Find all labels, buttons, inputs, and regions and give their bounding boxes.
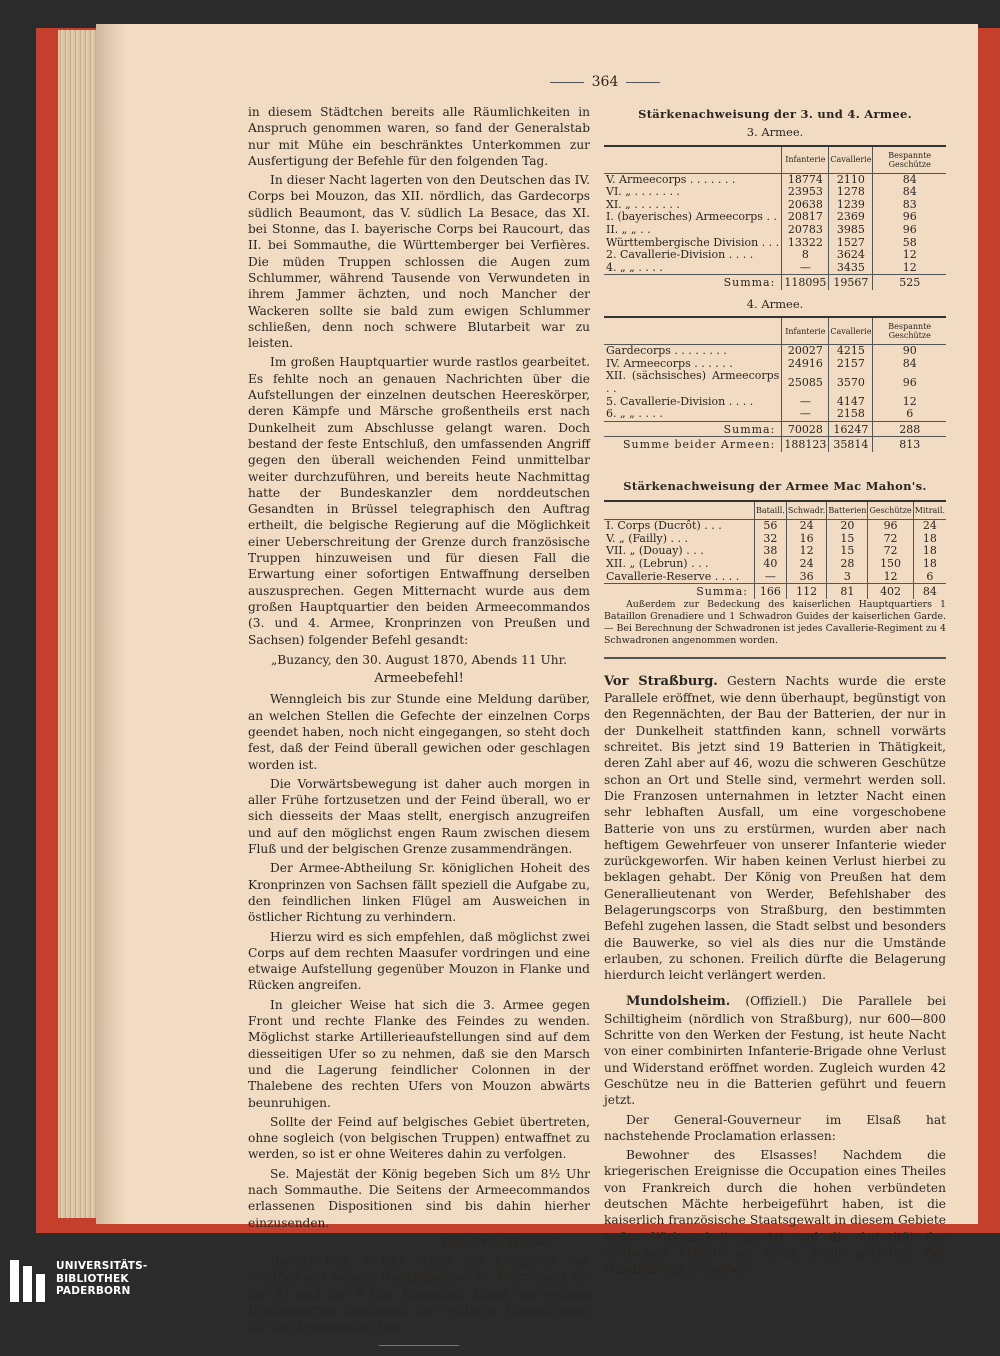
order-paragraph: Hierzu wird es sich empfehlen, daß möglichst zwei Corps auf dem rechten Maasufer vordringen und eine etwaige Aufstellung gegenüber Mouzon in Flanke und Rücken angreifen.	[248, 929, 590, 993]
mundolsheim-paragraph	[604, 993, 946, 1108]
table-row: I. (bayerisches) Armeecorps . . 20817 2369 96	[604, 211, 946, 224]
order-signature: (gez.) von Moltke.“	[442, 1234, 560, 1249]
order-paragraph: Wenngleich bis zur Stunde eine Meldung darüber, an welchen Stellen die Gefechte der einzelnen Corps geendet haben, noch nicht eingegangen, so steht doch fest, daß der Feind überall gewichen oder geschlagen worden ist.	[248, 692, 590, 772]
section-rule	[604, 657, 946, 659]
table-row: Gardecorps . . . . . . . . 20027 4215 90	[604, 345, 946, 358]
total-row: Summe beider Armeen: 188123 35814 813	[604, 437, 946, 452]
macmahon-table-title: Stärkenachweisung der Armee Mac Mahon's.	[623, 478, 927, 493]
library-logo-icon	[8, 1258, 48, 1304]
paragraph: Bewohner des Elsasses! Nachdem die kriegerischen Ereignisse die Occupation eines Theiles von Frankreich durch die hohen verbündeten deutschen Mächte herbeigeführt haben, ist die kaiserlich französische Staatsgewalt in diesem Gebiete außer Wirksamkeit gesetzt und die Autorität der deutschen Mächte an deren Stelle getreten. Zur Handhabung derselben	[604, 1148, 946, 1277]
page-edges	[58, 30, 98, 1218]
column-header: Bespannte Geschütze	[873, 317, 946, 345]
strassburg-paragraph	[604, 673, 946, 984]
table-row: Cavallerie-Reserve . . . . — 36 3 12 6	[604, 571, 946, 584]
order-paragraph: Se. Majestät der König begeben Sich um 8½ Uhr nach Sommauthe. Die Seitens der Armeecommandos erlassenen Dispositionen sind bis dahin hierher einzusenden.	[248, 1166, 590, 1230]
sum-row: Summa: 118095 19567 525	[604, 275, 946, 290]
end-rule	[379, 1345, 459, 1346]
table-row: 2. Cavallerie-Division . . . . 8 3624 12	[604, 249, 946, 262]
right-column	[604, 104, 946, 1281]
library-logo-text: UNIVERSITÄTS- BIBLIOTHEK PADERBORN	[56, 1260, 148, 1298]
table-row: V. Armeecorps . . . . . . . 18774 2110 84	[604, 173, 946, 186]
paragraph: Bereits früh 3 Uhr erließ der Kronprinz von Preußen aus seinem Hauptquartier St. Pierremont für die 3., und um 6 Uhr Kronprinz Albert aus seinem Hauptquartier Beaumont die weiteren Dispositionen für den kommenden Tag.	[248, 1254, 590, 1334]
table-row: 4. „ „ . . . . — 3435 12	[604, 262, 946, 275]
column-header: Schwadr.	[786, 501, 826, 520]
column-header: Geschütze	[868, 501, 913, 520]
army3-heading: 3. Armee.	[746, 125, 804, 140]
table-row: I. Corps (Ducrôt) . . . 56 24 20 96 24	[604, 520, 946, 533]
table-note: Außerdem zur Bedeckung des kaiserlichen Hauptquartiers 1 Bataillon Grenadiere und 1 Schwadron Guides der kaiserlichen Garde. — Bei Berechnung der Schwadronen ist jedes Cavallerie-Regiment zu 4 Schwadronen angenommen worden.	[604, 598, 946, 646]
macmahon-table	[604, 500, 946, 599]
sum-row: Summa: 70028 16247 288	[604, 421, 946, 437]
column-header: Infanterie	[782, 317, 829, 345]
strength-table-title: Stärkenachweisung der 3. und 4. Armee.	[638, 107, 912, 121]
gutter-shadow	[96, 24, 126, 1224]
army4-table	[604, 316, 946, 452]
column-header: Bespannte Geschütze	[873, 146, 946, 174]
table-row: V. „ (Failly) . . . 32 16 15 72 18	[604, 533, 946, 546]
order-paragraph: Der Armee-Abtheilung Sr. königlichen Hoheit des Kronprinzen von Sachsen fällt speziell die Aufgabe zu, den feindlichen linken Flügel am Ausweichen in östlicher Richtung zu verhindern.	[248, 861, 590, 925]
paragraph: Der General-Gouverneur im Elsaß hat nachstehende Proclamation erlassen:	[604, 1112, 946, 1143]
table-row: XII. „ (Lebrun) . . . 40 24 28 150 18	[604, 558, 946, 571]
order-heading: „Buzancy, den 30. August 1870, Abends 11 Uhr.	[270, 652, 568, 667]
mundolsheim-lead: Mundolsheim.	[626, 994, 731, 1010]
page-number: 364	[540, 74, 670, 90]
mundolsheim-text: (Offiziell.) Die Parallele bei Schiltigheim (nördlich von Straßburg), nur 600—800 Schritte von den Werken der Festung, ist heute Nacht von einer combinirten Infanterie-Brigade ohne Verlust und Widerstand eröffnet worden. Zugleich wurden 42 Geschütze neu in die Batterien geführt und feuern jetzt.	[604, 994, 946, 1108]
column-header: Batterien	[827, 501, 868, 520]
table-row: VI. „ . . . . . . . 23953 1278 84	[604, 186, 946, 199]
column-header: Infanterie	[782, 146, 829, 174]
table-row: VII. „ (Douay) . . . 38 12 15 72 18	[604, 545, 946, 558]
order-paragraph: Sollte der Feind auf belgisches Gebiet übertreten, ohne sogleich (von belgischen Truppen) entwaffnet zu werden, so ist er ohne Weiteres dahin zu verfolgen.	[248, 1114, 590, 1162]
table-row: IV. Armeecorps . . . . . . 24916 2157 84	[604, 358, 946, 371]
order-paragraph: In gleicher Weise hat sich die 3. Armee gegen Front und rechte Flanke des Feindes zu wenden. Möglichst starke Artillerieaufstellungen sind auf dem diesseitigen Ufer so zu nehmen, daß sie den Marsch und die Lagerung feindlicher Colonnen in der Thalebene des rechten Ufers von Mouzon abwärts beunruhigen.	[248, 997, 590, 1110]
strassburg-lead: Vor Straßburg.	[604, 673, 718, 689]
order-title: Armeebefehl!	[374, 671, 464, 687]
column-header: Cavallerie	[829, 317, 873, 345]
sum-row: Summa: 166 112 81 402 84	[604, 584, 946, 599]
column-header: Mitrail.	[913, 501, 946, 520]
table-row: 6. „ „ . . . . — 2158 6	[604, 408, 946, 421]
column-header: Bataill.	[754, 501, 786, 520]
paragraph: in diesem Städtchen bereits alle Räumlichkeiten in Anspruch genommen waren, so fand der Generalstab nur mit Mühe ein beschränktes Unterkommen zur Ausfertigung der Befehle für den folgenden Tag.	[248, 105, 590, 168]
army4-heading: 4. Armee.	[746, 296, 804, 311]
column-header: Cavallerie	[829, 146, 873, 174]
table-row: XI. „ . . . . . . . 20638 1239 83	[604, 199, 946, 212]
paragraph: Im großen Hauptquartier wurde rastlos gearbeitet. Es fehlte noch an genauen Nachrichten über die Aufstellungen der einzelnen deutschen Heereskörper, deren Kämpfe und Märsche großentheils erst nach Dunkelheit zum Abschlusse gelangt waren. Doch bestand der feste Entschluß, den umfassenden Angriff gegen den überall weichenden Feind unmittelbar weiter durchzuführen, und bereits heute Nachmittag hatte der Bundeskanzler dem norddeutschen Gesandten in Brüssel telegraphisch den Auftrag ertheilt, die belgische Regierung auf die Möglichkeit einer Ueberschreitung der Grenze durch französische Truppen hinzuweisen und für diesen Fall die Erwartung einer sofortigen Entwaffnung derselben auszusprechen. Gegen Mitternacht wurde aus dem großen Hauptquartier den beiden Armeecommandos (3. und 4. Armee, Kronprinzen von Preußen und Sachsen) folgender Befehl gesandt:	[248, 355, 590, 647]
strassburg-text: Gestern Nachts wurde die erste Parallele eröffnet, wie denn überhaupt, begünstigt von den Regennächten, der Bau der Batterien, der nur in der Dunkelheit stattfinden kann, schnell vorwärts schreitet. Bis jetzt sind 19 Batterien in Thätigkeit, deren Zahl aber auf 46, wozu die schweren Geschütze schon an Ort und Stelle sind, vermehrt werden soll. Die Franzosen unternahmen in letzter Nacht einen sehr lebhaften Ausfall, um eine vorgeschobene Batterie von uns zu erstürmen, wurden aber nach heftigem Gewehrfeuer von unserer Infanterie wieder zurückgeworfen. Wir haben keinen Verlust hierbei zu beklagen gehabt. Der König von Preußen hat dem Generallieutenant von Werder, Befehlshaber des Belagerungscorps von Straßburg, den bestimmten Befehl zugehen lassen, die Stadt selbst und besonders die Bauwerke, so viel als dies nur die Umstände erlauben, zu schonen. Freilich dürfte die Belagerung hierdurch leicht verlängert werden.	[604, 673, 946, 983]
table-row: 5. Cavallerie-Division . . . . — 4147 12	[604, 396, 946, 409]
library-logo	[0, 1250, 150, 1308]
table-row: II. „ „ . . 20783 3985 96	[604, 224, 946, 237]
army3-table	[604, 145, 946, 290]
paragraph: In dieser Nacht lagerten von den Deutschen das IV. Corps bei Mouzon, das XII. nördlich, das Gardecorps südlich Beaumont, das V. südlich La Besace, das XI. bei Stonne, das I. bayerische Corps bei Raucourt, das II. bei Sommauthe, die Württemberger bei Verfières. Die müden Truppen schlossen die Augen zum Schlummer, während Tausende von Verwundeten in ihrem Jammer ächzten, und noch Mancher der Wackeren sollte sie bald zum ewigen Schlummer schließen, denn noch schwere Blutarbeit war zu leisten.	[248, 173, 590, 351]
order-paragraph: Die Vorwärtsbewegung ist daher auch morgen in aller Frühe fortzusetzen und der Feind überall, wo er sich diesseits der Maas stellt, energisch anzugreifen und auf den möglichst engen Raum zwischen diesem Fluß und der belgischen Grenze zusammendrängen.	[248, 776, 590, 857]
table-row: XII. (sächsisches) Armeecorps . . 25085 3570 96	[604, 370, 946, 395]
left-column	[248, 104, 590, 1356]
table-row: Württembergische Division . . . 13322 1527 58	[604, 237, 946, 250]
